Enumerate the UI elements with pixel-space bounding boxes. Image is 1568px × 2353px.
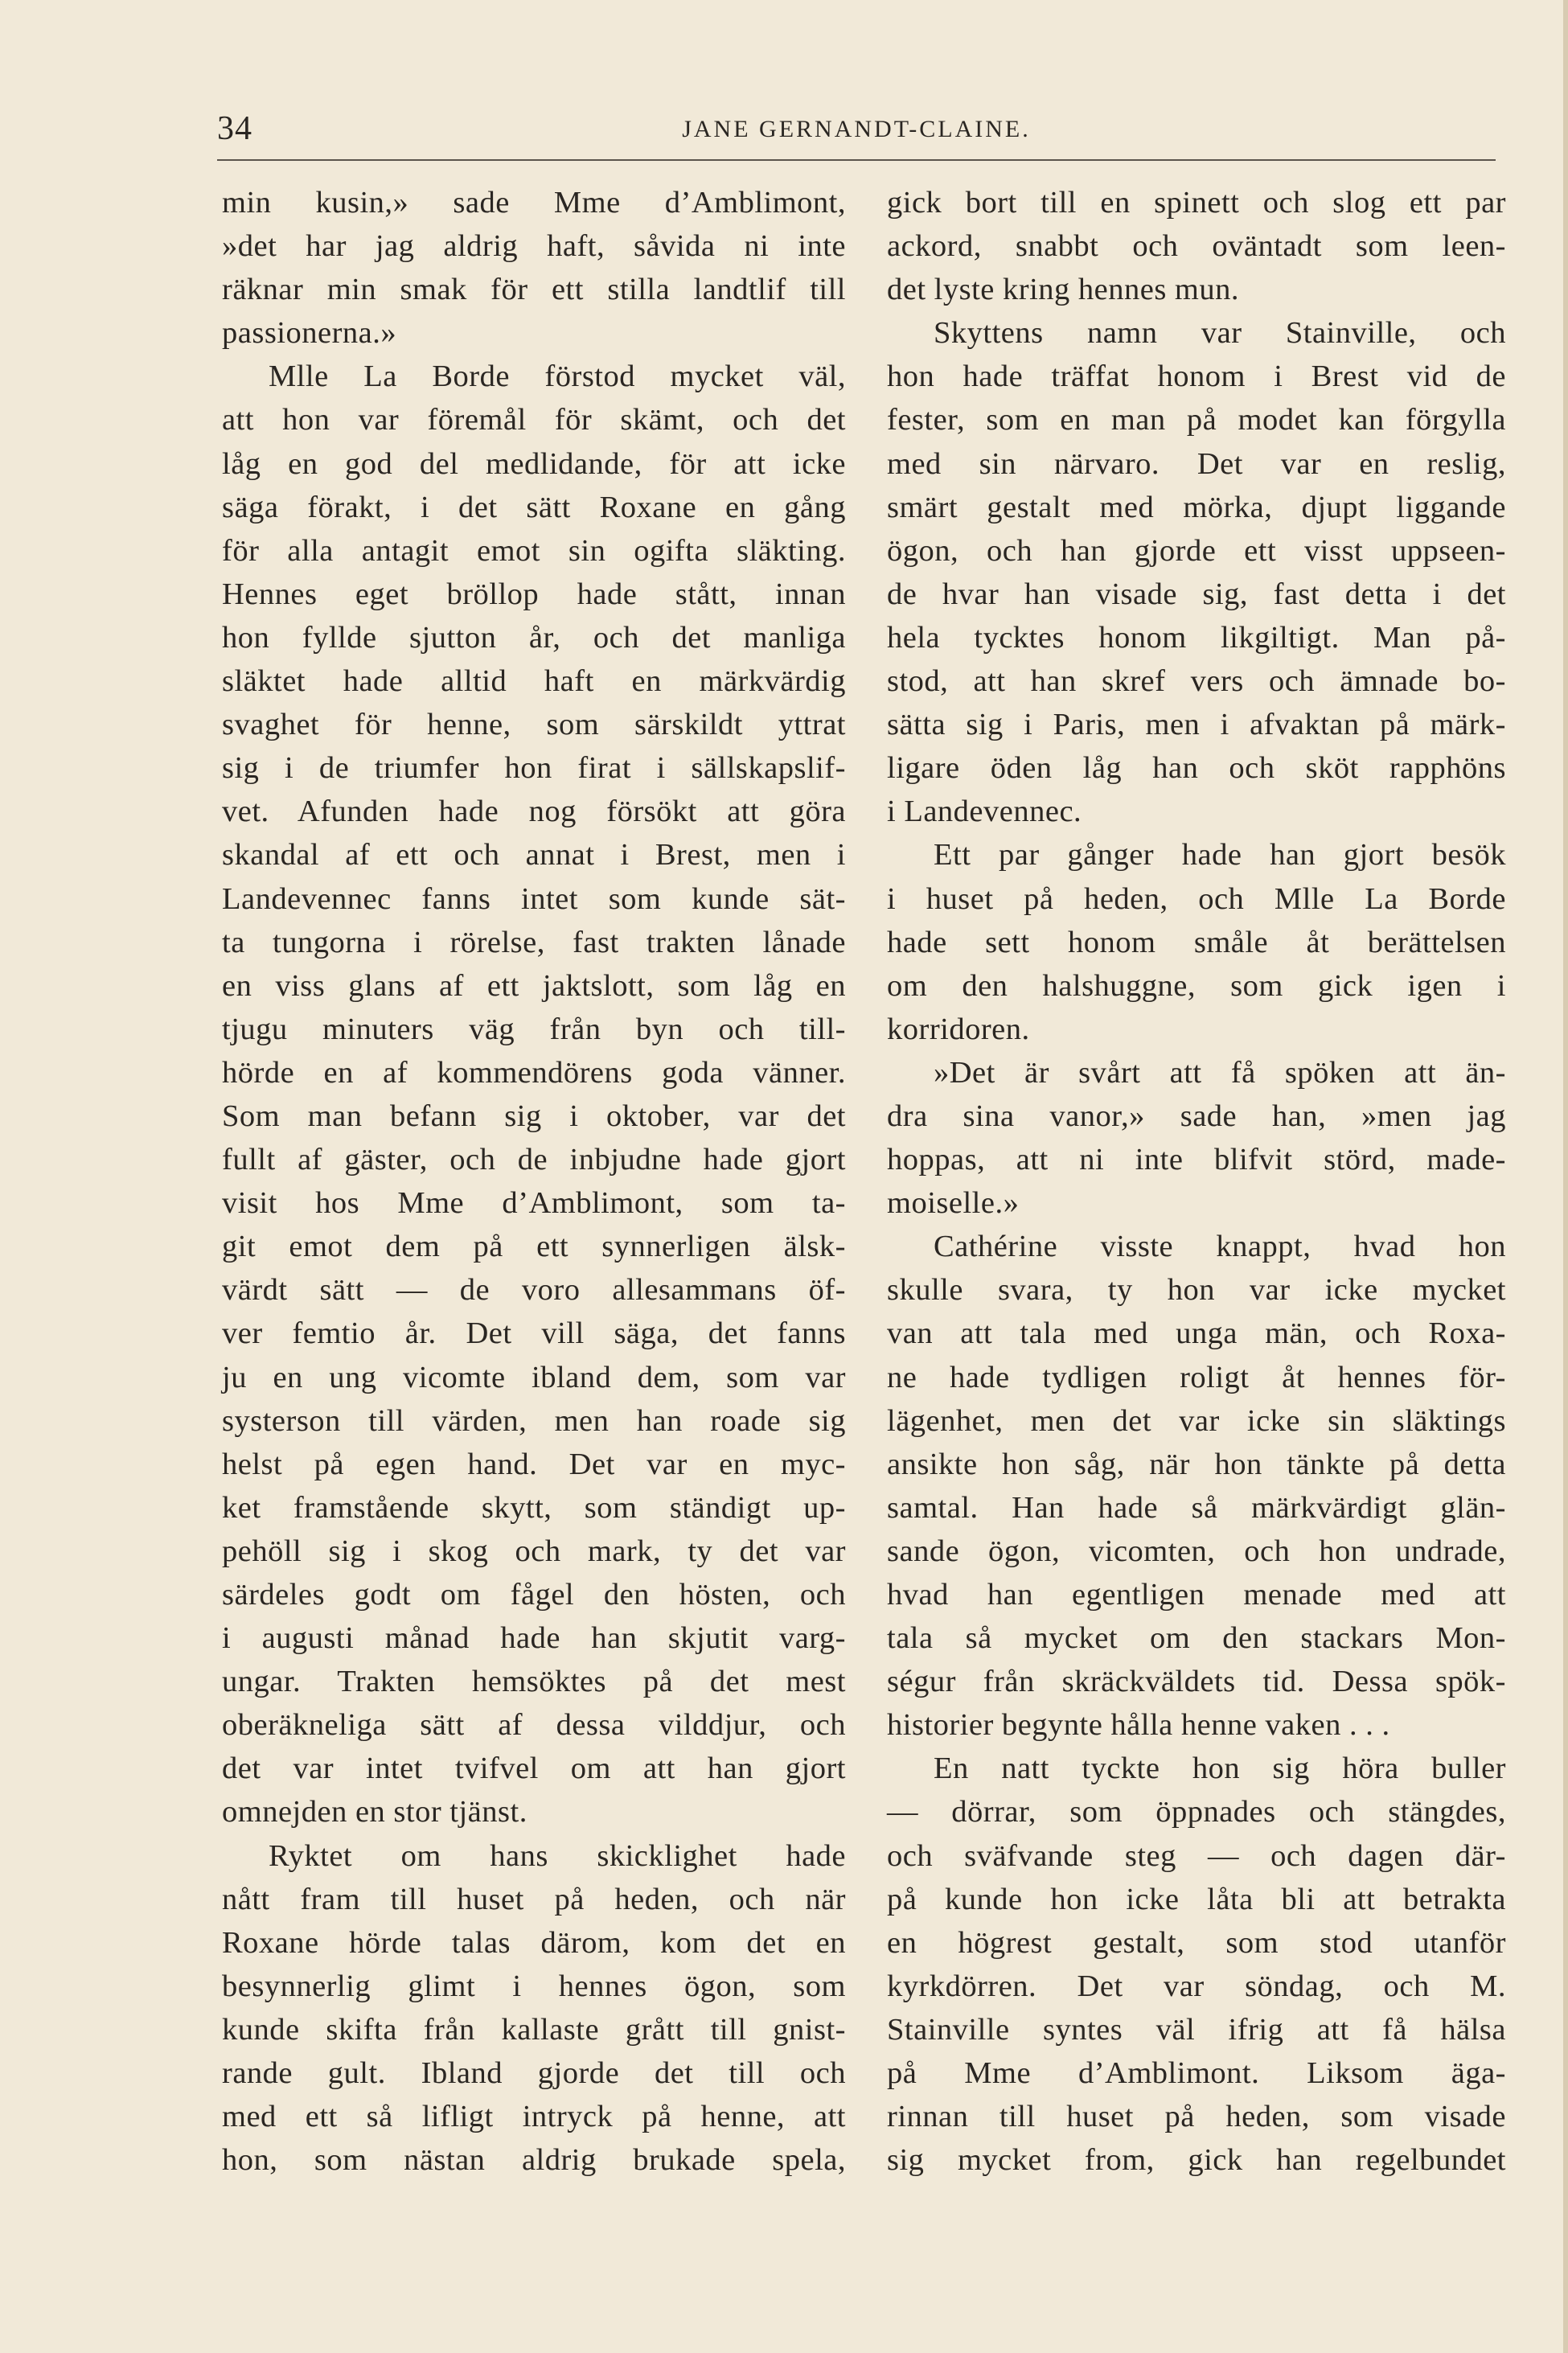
text-line: sätta sig i Paris, men i afvaktan på märk- [887,708,1506,742]
text-line: ségur från skräckväldets tid. Dessa spök- [887,1665,1506,1699]
text-line: svaghet för henne, som särskildt yttrat [222,708,846,742]
text-line: låg en god del medlidande, för att icke [222,446,846,481]
text-line: en högrest gestalt, som stod utanför [887,1925,1506,1960]
text-line: nått fram till huset på heden, och när [222,1882,846,1916]
text-line: ver femtio år. Det vill säga, det fanns [222,1316,846,1351]
text-line: Cathérine visste knappt, hvad hon [934,1230,1506,1264]
text-line: ta tungorna i rörelse, fast trakten lånade [222,925,846,959]
text-line: omnejden en stor tjänst. [222,1795,527,1829]
text-line: systerson till värden, men han roade sig [222,1403,846,1438]
text-line: Landevennec fanns intet som kunde sät- [222,881,846,916]
text-line: på Mme d’Amblimont. Liksom äga- [887,2056,1506,2091]
text-line: på kunde hon icke låta bli att betrakta [887,1882,1506,1916]
text-line: en viss glans af ett jaktslott, som låg en [222,968,846,1003]
text-line: git emot dem på ett synnerligen älsk- [222,1230,846,1264]
text-line: att hon var föremål för skämt, och det [222,403,846,437]
text-line: i huset på heden, och Mlle La Borde [887,881,1506,916]
page-header [217,103,1496,161]
text-line: och sväfvande steg — och dagen där- [887,1838,1506,1873]
text-line: smärt gestalt med mörka, djupt liggande [887,490,1506,524]
text-line: sande ögon, vicomten, och hon undrade, [887,1534,1506,1568]
text-line: passionerna.» [222,316,397,351]
text-line: visit hos Mme d’Amblimont, som ta- [222,1186,846,1221]
text-line: ansikte hon såg, när hon tänkte på detta [887,1447,1506,1481]
text-line: helst på egen hand. Det var en myc- [222,1447,846,1481]
text-line: kunde skifta från kallaste grått till gnist- [222,2012,846,2047]
text-line: gick bort till en spinett och slog ett par [887,186,1506,220]
text-line: »det har jag aldrig haft, såvida ni inte [222,229,846,264]
text-line: korridoren. [887,1012,1030,1046]
text-line: släktet hade alltid haft en märkvärdig [222,664,846,699]
text-line: fullt af gäster, och de inbjudne hade gjort [222,1143,846,1177]
text-line: tala så mycket om den stackars Mon- [887,1621,1506,1656]
text-line: rinnan till huset på heden, som visade [887,2100,1506,2134]
text-line: med sin närvaro. Det var en reslig, [887,446,1506,481]
text-line: Som man befann sig i oktober, var det [222,1098,846,1133]
text-line: med ett så lifligt intryck på henne, att [222,2100,846,2134]
text-line: ungar. Trakten hemsöktes på det mest [222,1665,846,1699]
text-line: skulle svara, ty hon var icke mycket [887,1273,1506,1308]
text-line: hon, som nästan aldrig brukade spela, [222,2143,846,2178]
left-text-column [222,181,846,2182]
text-line: hvad han egentligen menade med att [887,1578,1506,1612]
text-line: kyrkdörren. Det var söndag, och M. [887,1969,1506,2003]
text-line: rande gult. Ibland gjorde det till och [222,2056,846,2091]
text-line: ögon, och han gjorde ett visst uppseen- [887,533,1506,568]
text-line: hon fyllde sjutton år, och det manliga [222,620,846,655]
text-line: värdt sätt — de voro allesammans öf- [222,1273,846,1308]
text-line: pehöll sig i skog och mark, ty det var [222,1534,846,1568]
text-line: hoppas, att ni inte blifvit störd, made- [887,1143,1506,1177]
text-line: sig i de triumfer hon firat i sällskapslif- [222,751,846,786]
text-line: Mlle La Borde förstod mycket väl, [269,359,846,394]
text-line: skandal af ett och annat i Brest, men i [222,838,846,873]
text-line: räknar min smak för ett stilla landtlif till [222,273,846,307]
text-line: min kusin,» sade Mme d’Amblimont, [222,186,846,220]
text-line: Ett par gånger hade han gjort besök [934,838,1506,873]
text-line: van att tala med unga män, och Roxa- [887,1316,1506,1351]
right-text-column [887,181,1506,2182]
text-line: hade sett honom småle åt berättelsen [887,925,1506,959]
text-line: Hennes eget bröllop hade stått, innan [222,577,846,611]
text-line: ackord, snabbt och oväntadt som leen- [887,229,1506,264]
text-line: Ryktet om hans skicklighet hade [269,1838,846,1873]
text-line: särdeles godt om fågel den hösten, och [222,1578,846,1612]
text-line: Stainville syntes väl ifrig att få hälsa [887,2012,1506,2047]
text-line: En natt tyckte hon sig höra buller [934,1751,1506,1786]
text-line: Roxane hörde talas därom, kom det en [222,1925,846,1960]
text-line: ju en ung vicomte ibland dem, som var [222,1360,846,1394]
text-line: moiselle.» [887,1186,1020,1221]
text-line: ligare öden låg han och sköt rapphöns [887,751,1506,786]
text-line: stod, att han skref vers och ämnade bo- [887,664,1506,699]
text-line: det lyste kring hennes mun. [887,273,1239,307]
text-line: fester, som en man på modet kan förgylla [887,403,1506,437]
text-line: besynnerlig glimt i hennes ögon, som [222,1969,846,2003]
text-line: vet. Afunden hade nog försökt att göra [222,795,846,829]
text-line: det var intet tvifvel om att han gjort [222,1751,846,1786]
text-line: dra sina vanor,» sade han, »men jag [887,1098,1506,1133]
text-line: om den halshuggne, som gick igen i [887,968,1506,1003]
text-line: hörde en af kommendörens goda vänner. [222,1055,846,1090]
text-line: hela tycktes honom likgiltigt. Man på- [887,620,1506,655]
text-line: Skyttens namn var Stainville, och [934,316,1506,351]
text-line: ket framstående skytt, som ständigt up- [222,1490,846,1525]
text-line: i Landevennec. [887,795,1082,829]
text-line: de hvar han visade sig, fast detta i det [887,577,1506,611]
text-line: lägenhet, men det var icke sin släktings [887,1403,1506,1438]
text-line: »Det är svårt att få spöken att än- [934,1055,1506,1090]
page-number: 34 [217,110,252,147]
text-line: säga förakt, i det sätt Roxane en gång [222,490,846,524]
text-line: sig mycket from, gick han regelbundet [887,2143,1506,2178]
text-line: i augusti månad hade han skjutit varg- [222,1621,846,1656]
text-line: samtal. Han hade så märkvärdigt glän- [887,1490,1506,1525]
text-line: — dörrar, som öppnades och stängdes, [887,1795,1506,1829]
running-head: JANE GERNANDT-CLAINE. [682,116,1031,142]
text-line: historier begynte hålla henne vaken . . . [887,1708,1390,1743]
text-line: för alla antagit emot sin ogifta släkting. [222,533,846,568]
text-line: oberäkneliga sätt af dessa vilddjur, och [222,1708,846,1743]
text-line: hon hade träffat honom i Brest vid de [887,359,1506,394]
text-line: ne hade tydligen roligt åt hennes för- [887,1360,1506,1394]
text-line: tjugu minuters väg från byn och till- [222,1012,846,1046]
